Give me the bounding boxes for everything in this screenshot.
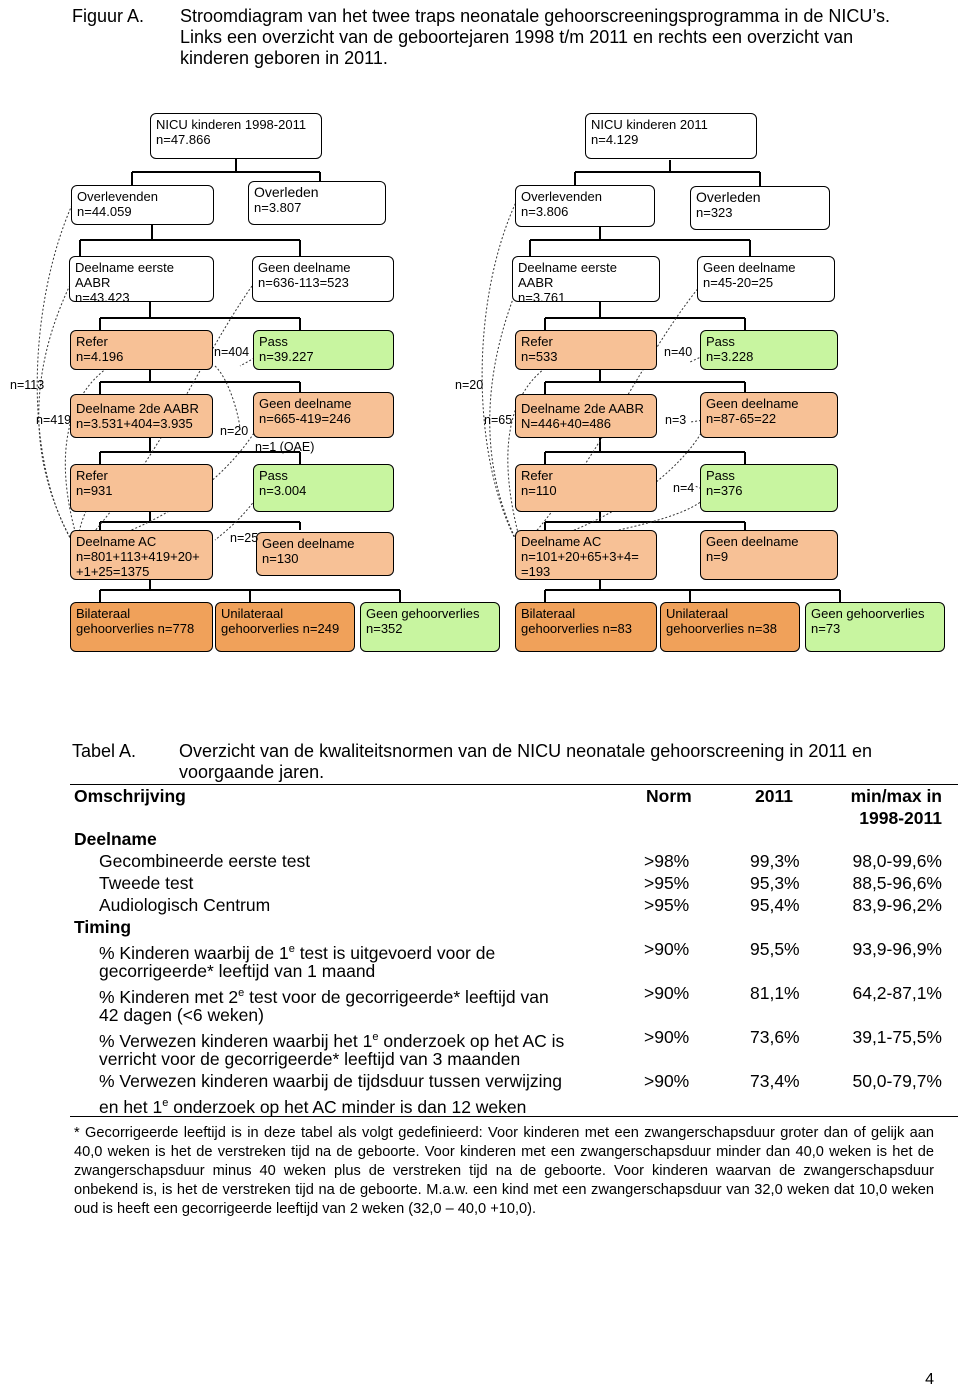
right-no-first-count: n=45-20=25: [703, 275, 774, 290]
left-label-25: n=25: [230, 531, 259, 545]
section-deelname: Deelname: [74, 829, 157, 849]
row7-description: % Verwezen kinderen waarbij de tijdsduur tussen verwijzing: [99, 1071, 563, 1091]
row7-description-cont: en het 1e onderzoek op het AC minder is dan 12 weken: [99, 1096, 527, 1117]
right-second-aabr-count: N=446+40=486: [521, 416, 612, 431]
left-pass2-count: n=3.004: [259, 483, 307, 498]
left-survivors-box: [71, 185, 214, 225]
left-label-419: n=419: [36, 413, 72, 427]
row6-norm: >90%: [644, 1027, 690, 1047]
left-bilateral-count: gehoorverlies n=778: [76, 621, 195, 636]
right-ac-count: n=101+20+65+3+4=: [521, 549, 639, 564]
row7-2011: 73,4%: [750, 1071, 800, 1091]
left-survivors-title: Overlevenden: [77, 189, 158, 204]
left-pass1-box: [253, 330, 394, 370]
left-no-first-count: n=636-113=523: [258, 275, 349, 290]
row4-description-cont: gecorrigeerde* leeftijd van 1 maand: [99, 961, 376, 981]
table-top-rule: [70, 784, 958, 785]
right-bilateral-title: Bilateraal: [521, 606, 576, 621]
left-no-loss-count: n=352: [366, 621, 403, 636]
right-survivors-count: n=3.806: [521, 204, 569, 219]
right-second-aabr-title: Deelname 2de AABR: [521, 401, 644, 416]
right-no-second-title: Geen deelname: [706, 396, 799, 411]
row3-description: Audiologisch Centrum: [99, 895, 271, 915]
figure-caption-line-2: Links een overzicht van de geboortejaren 1998 t/m 2011 en rechts een overzicht van: [180, 27, 854, 47]
left-pass1-title: Pass: [259, 334, 288, 349]
table-header-range-1: min/max in: [850, 786, 942, 806]
left-label-20: n=20: [220, 424, 249, 438]
right-no-ac-title: Geen deelname: [706, 534, 799, 549]
table-header-range-2: 1998-2011: [859, 808, 942, 828]
right-refer1-title: Refer: [521, 334, 553, 349]
right-first-aabr-box: [512, 256, 660, 302]
row5-description-cont: 42 dagen (<6 weken): [99, 1005, 264, 1025]
left-no-loss-box: [360, 602, 500, 652]
right-no-loss-title: Geen gehoorverlies: [811, 606, 925, 621]
row1-range: 98,0-99,6%: [852, 851, 942, 871]
right-survivors-title: Overlevenden: [521, 189, 602, 204]
right-first-aabr-sub: AABR: [518, 275, 554, 290]
table-bottom-rule: [70, 1116, 958, 1117]
row3-range: 83,9-96,2%: [852, 895, 942, 915]
left-refer1-title: Refer: [76, 334, 108, 349]
row1-2011: 99,3%: [750, 851, 800, 871]
table-caption-line-2: voorgaande jaren.: [179, 762, 325, 782]
right-no-first-box: [697, 256, 835, 302]
row7-norm: >90%: [644, 1071, 690, 1091]
row6-description: % Verwezen kinderen waarbij het 1e onderzoek op het AC is: [99, 1030, 565, 1051]
right-ac-box: [515, 530, 657, 580]
left-no-ac-title: Geen deelname: [262, 536, 355, 551]
row5-2011: 81,1%: [750, 983, 800, 1003]
right-pass2-title: Pass: [706, 468, 735, 483]
row1-norm: >98%: [644, 851, 690, 871]
left-root-count: n=47.866: [156, 132, 211, 147]
right-deceased-title: Overleden: [696, 189, 761, 205]
left-label-404: n=404: [214, 345, 250, 359]
left-no-second-title: Geen deelname: [259, 396, 352, 411]
right-no-loss-count: n=73: [811, 621, 841, 636]
figure-caption-line-3: kinderen geboren in 2011.: [180, 48, 388, 68]
right-pass1-title: Pass: [706, 334, 735, 349]
row3-2011: 95,4%: [750, 895, 800, 915]
right-root-count: n=4.129: [591, 132, 639, 147]
right-first-aabr-count: n=3.761: [518, 290, 566, 302]
right-no-ac-box: [700, 530, 838, 580]
right-refer1-box: [515, 330, 657, 370]
table-label: Tabel A.: [72, 741, 137, 761]
right-ac-title: Deelname AC: [521, 534, 602, 549]
left-ac-box: [70, 530, 213, 580]
right-no-loss-box: [805, 602, 945, 652]
right-bilateral-count: gehoorverlies n=83: [521, 621, 632, 636]
right-refer1-count: n=533: [521, 349, 558, 364]
right-label-65: n=65: [484, 413, 513, 427]
right-pass2-count: n=376: [706, 483, 743, 498]
right-deceased-count: n=323: [696, 205, 733, 220]
left-refer1-box: [70, 330, 213, 370]
right-unilateral-box: [660, 602, 800, 652]
left-unilateral-count: gehoorverlies n=249: [221, 621, 340, 636]
left-root-title: NICU kinderen 1998-2011: [156, 117, 307, 132]
figure-caption-line-1: Stroomdiagram van het twee traps neonatale gehoorscreeningsprogramma in de NICU’s.: [180, 6, 891, 26]
row4-description: % Kinderen waarbij de 1e test is uitgevoerd voor de: [99, 942, 496, 963]
section-timing: Timing: [74, 917, 132, 937]
left-bilateral-box: [70, 602, 213, 652]
left-bilateral-title: Bilateraal: [76, 606, 131, 621]
table-header-2011: 2011: [755, 786, 793, 806]
right-second-aabr-box: [515, 394, 657, 438]
table-caption-line-1: Overzicht van de kwaliteitsnormen van de NICU neonatale gehoorscreening in 2011 en: [179, 741, 873, 761]
left-pass1-count: n=39.227: [259, 349, 314, 364]
left-pass2-title: Pass: [259, 468, 288, 483]
left-no-loss-title: Geen gehoorverlies: [366, 606, 480, 621]
table-header-description: Omschrijving: [74, 786, 186, 806]
row7-range: 50,0-79,7%: [852, 1071, 942, 1091]
table-header-norm: Norm: [646, 786, 692, 806]
row6-range: 39,1-75,5%: [852, 1027, 942, 1047]
right-label-3: n=3: [665, 413, 687, 427]
row2-2011: 95,3%: [750, 873, 800, 893]
right-refer2-title: Refer: [521, 468, 553, 483]
left-pass2-box: [253, 464, 394, 512]
left-no-first-box: [252, 256, 394, 302]
left-refer2-box: [70, 464, 213, 512]
left-no-ac-count: n=130: [262, 551, 299, 566]
row6-2011: 73,6%: [750, 1027, 800, 1047]
left-ac-count-cont: +1+25=1375: [76, 564, 150, 579]
row2-norm: >95%: [644, 873, 690, 893]
left-oae-label: n=1 (OAE): [255, 440, 315, 454]
row4-norm: >90%: [644, 939, 690, 959]
left-ac-title: Deelname AC: [76, 534, 157, 549]
row3-norm: >95%: [644, 895, 690, 915]
left-no-second-count: n=665-419=246: [259, 411, 351, 426]
right-label-40: n=40: [664, 345, 693, 359]
right-refer2-count: n=110: [521, 483, 557, 498]
row2-description: Tweede test: [99, 873, 194, 893]
left-first-aabr-box: [69, 256, 214, 302]
row2-range: 88,5-96,6%: [852, 873, 942, 893]
left-refer2-count: n=931: [76, 483, 113, 498]
row6-description-cont: verricht voor de gecorrigeerde* leeftijd van 3 maanden: [99, 1049, 521, 1069]
right-label-4: n=4: [673, 481, 695, 495]
left-root-box: [150, 113, 322, 159]
right-pass1-box: [700, 330, 838, 370]
row4-2011: 95,5%: [750, 939, 800, 959]
right-refer2-box: [515, 464, 657, 512]
left-refer1-count: n=4.196: [76, 349, 124, 364]
right-unilateral-title: Unilateraal: [666, 606, 729, 621]
left-first-aabr-count: n=43.423: [75, 290, 130, 302]
right-unilateral-count: gehoorverlies n=38: [666, 621, 777, 636]
left-ac-count: n=801+113+419+20+: [76, 549, 200, 564]
row1-description: Gecombineerde eerste test: [99, 851, 311, 871]
left-deceased-box: [248, 181, 386, 225]
row4-range: 93,9-96,9%: [852, 939, 942, 959]
row5-norm: >90%: [644, 983, 690, 1003]
left-no-second-box: [253, 392, 394, 438]
left-no-first-title: Geen deelname: [258, 260, 351, 275]
right-no-second-count: n=87-65=22: [706, 411, 777, 426]
left-second-aabr-count: n=3.531+404=3.935: [76, 416, 193, 431]
right-first-aabr-title: Deelname eerste: [518, 260, 617, 275]
row5-range: 64,2-87,1%: [852, 983, 942, 1003]
left-unilateral-box: [215, 602, 355, 652]
right-pass1-count: n=3.228: [706, 349, 754, 364]
right-survivors-box: [515, 185, 655, 227]
right-no-first-title: Geen deelname: [703, 260, 796, 275]
right-no-ac-count: n=9: [706, 549, 729, 564]
left-second-aabr-box: [70, 394, 213, 438]
left-label-113: n=113: [10, 378, 45, 392]
page-number: 4: [925, 1371, 934, 1388]
left-first-aabr-title: Deelname eerste: [75, 260, 174, 275]
left-first-aabr-sub: AABR: [75, 275, 111, 290]
figure-label: Figuur A.: [72, 6, 145, 26]
right-deceased-box: [690, 186, 830, 230]
right-no-second-box: [700, 392, 838, 438]
right-root-box: [585, 113, 757, 159]
left-deceased-title: Overleden: [254, 184, 319, 200]
row5-description: % Kinderen met 2e test voor de gecorrigeerde* leeftijd van: [99, 986, 549, 1007]
left-no-ac-box: [256, 532, 394, 576]
left-unilateral-title: Unilateraal: [221, 606, 284, 621]
left-survivors-count: n=44.059: [77, 204, 132, 219]
left-refer2-title: Refer: [76, 468, 108, 483]
table-footnote: * Gecorrigeerde leeftijd is in deze tabel als volgt gedefinieerd: Voor kinderen met een zwangerschapsduur groter dan of gelijk aan 40,0 weken is het de verstreken tijd na de geboorte. Voor kinderen met een zwangerschapsduur minder dan 40,0 weken is het de zwangerschapsduur minus 40 weken plus de verstreken tijd na de geboorte. Voor kinderen waarvan de zwangerschapsduur onbekend is, is het de verstreken tijd na de geboorte. M.a.w. een kind met een zwangerschapsduur van 32,0 weken dat 10,0 weken oud is heeft een gecorrigeerde leeftijd van 2 weken (32,0 – 40,0 +10,0).: [74, 1125, 934, 1217]
right-ac-count-cont: =193: [521, 564, 551, 579]
right-label-20: n=20: [455, 378, 484, 392]
left-deceased-count: n=3.807: [254, 200, 302, 215]
right-root-title: NICU kinderen 2011: [591, 117, 708, 132]
left-second-aabr-title: Deelname 2de AABR: [76, 401, 199, 416]
right-pass2-box: [700, 464, 838, 512]
right-bilateral-box: [515, 602, 657, 652]
